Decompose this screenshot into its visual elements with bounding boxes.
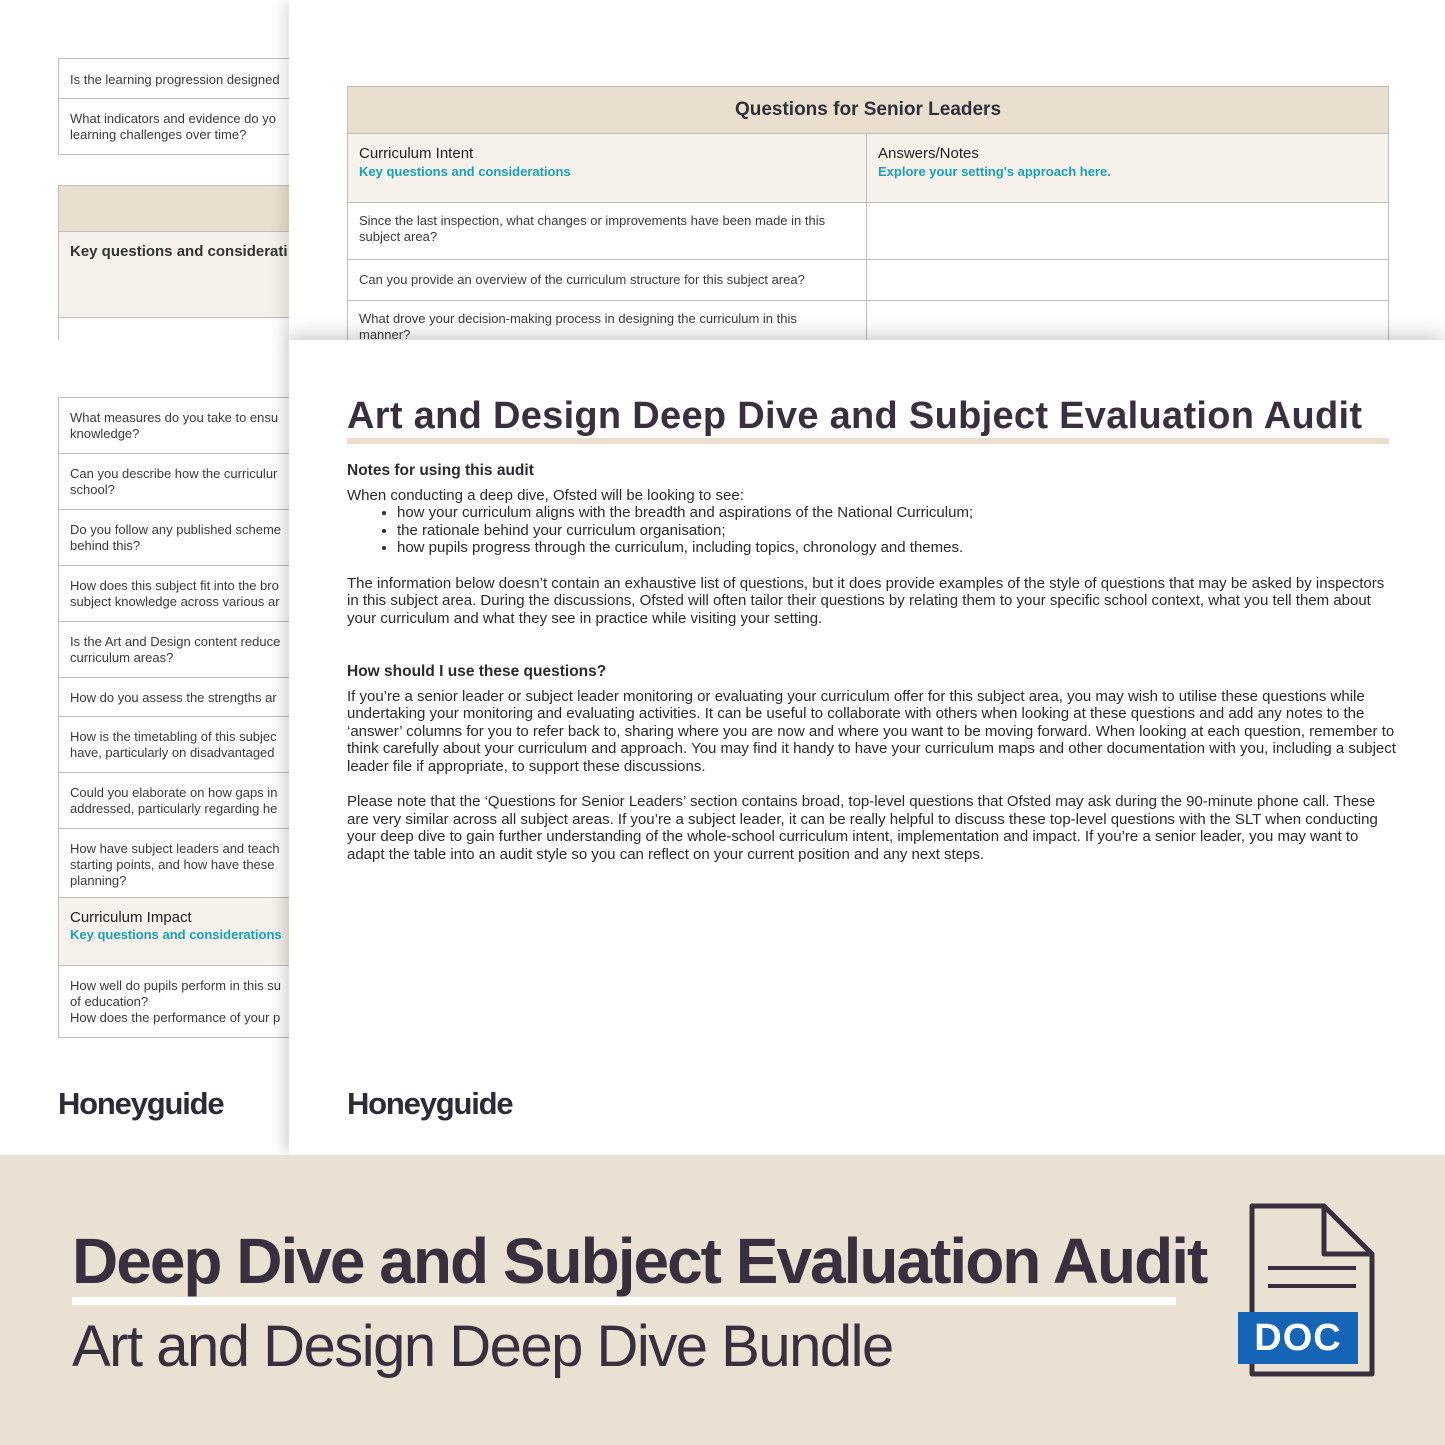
question-text: Can you provide an overview of the curriculum structure for this subject area?: [359, 272, 805, 287]
notes-heading: Notes for using this audit: [347, 462, 534, 479]
row-text: curriculum areas?: [70, 650, 174, 665]
table-row: [58, 716, 289, 773]
row-text: school?: [70, 482, 115, 497]
impact-header: [58, 897, 289, 966]
column-subtitle: Explore your setting's approach here.: [878, 164, 1111, 179]
row-text: subject knowledge across various ar: [70, 594, 280, 609]
bullet-item: • how pupils progress through the curriculum, including topics, chronology and themes.: [397, 539, 1397, 557]
table-row: [58, 453, 289, 510]
notes-intro: When conducting a deep dive, Ofsted will be looking to see:: [347, 486, 744, 504]
notes-paragraph: The information below doesn’t contain an exhaustive list of questions, but it does provide examples of the style of questions that may be asked by inspectors in this subject area. During the discussions, Ofsted will often tailor their questions by relating them to your specific school context, what you tell them about your curriculum and what they see in practice while visiting your setting.: [347, 574, 1385, 627]
question-cell: [348, 260, 867, 300]
notes-bullet-list: [347, 504, 1397, 557]
row-text: Is the learning progression designed: [70, 72, 280, 87]
banner-subtitle: Art and Design Deep Dive Bundle: [72, 1314, 893, 1379]
use-paragraph-2: Please note that the ‘Questions for Senior Leaders’ section contains broad, top-level questions that Ofsted may ask during the 90-minute phone call. These are very similar across all subject areas. If you’re a subject leader, it can be really helpful to discuss these top-level questions with the SLT when conducting your deep dive to gain further understanding of the whole-school curriculum intent, implementation and impact. If you’re a senior leader, you may want to adapt the table into an audit style so you can reflect on your current position and any next steps.: [347, 793, 1378, 863]
logo-text: Honeyguide: [58, 1086, 224, 1121]
answer-cell[interactable]: [867, 203, 1388, 259]
table-header: [58, 185, 289, 232]
row-text: Do you follow any published scheme: [70, 522, 282, 537]
row-text: have, particularly on disadvantaged: [70, 745, 275, 760]
title-underline: [347, 438, 1389, 444]
row-text: addressed, particularly regarding he: [70, 801, 278, 816]
column-title: Curriculum Intent: [359, 145, 474, 162]
doc-format-badge: DOC: [1238, 1312, 1358, 1364]
table-row: [58, 98, 289, 155]
header-cell-intent: [348, 134, 867, 202]
row-text: learning challenges over time?: [70, 127, 247, 142]
row-text: How well do pupils perform in this su: [70, 978, 281, 993]
question-text: manner?: [359, 327, 411, 340]
bullet-item: • how your curriculum aligns with the breadth and aspirations of the National Curriculum;: [397, 504, 1397, 522]
document-body: [347, 462, 1397, 863]
column-subtitle: Key questions and considerations: [359, 164, 571, 179]
table-row: [58, 677, 289, 717]
table-row: [58, 828, 289, 898]
logo-text: Honeyguide: [347, 1086, 513, 1121]
row-text: knowledge?: [70, 426, 140, 441]
senior-leaders-table: [347, 86, 1389, 340]
answer-cell[interactable]: [867, 301, 1388, 340]
row-text: What measures do you take to ensu: [70, 410, 279, 425]
bullet-item: • the rationale behind your curriculum organisation;: [397, 522, 1397, 540]
question-cell: [348, 203, 867, 259]
question-text: What drove your decision-making process in designing the curriculum in this: [359, 311, 797, 326]
row-text: How does the performance of your p: [70, 1010, 281, 1025]
row-text: How does this subject fit into the bro: [70, 578, 279, 593]
row-text: starting points, and how have these: [70, 857, 275, 872]
banner-title: Deep Dive and Subject Evaluation Audit: [72, 1225, 1207, 1297]
question-cell: [348, 301, 867, 340]
honeyguide-logo: [347, 1086, 512, 1122]
row-text: of education?: [70, 994, 149, 1009]
table-row: [58, 317, 289, 340]
table-row: [58, 509, 289, 566]
impact-subtitle: Key questions and considerations: [70, 927, 282, 942]
table-row: [58, 621, 289, 678]
row-text: planning?: [70, 873, 127, 888]
question-text: subject area?: [359, 229, 438, 244]
table-row: [58, 397, 289, 454]
row-text: What indicators and evidence do yo: [70, 111, 276, 126]
table-title: Questions for Senior Leaders: [348, 87, 1388, 134]
row-text: Is the Art and Design content reduce: [70, 634, 281, 649]
header-cell-answers: [867, 134, 1388, 202]
background-page-top-left: [0, 0, 289, 340]
table-row: [348, 260, 1388, 301]
column-title: Answers/Notes: [878, 145, 979, 162]
impact-title: Curriculum Impact: [70, 909, 192, 926]
table-row: [58, 58, 289, 99]
table-row: [58, 565, 289, 622]
answer-cell[interactable]: [867, 260, 1388, 300]
row-text: How have subject leaders and teach: [70, 841, 280, 856]
use-heading: How should I use these questions?: [347, 663, 607, 680]
question-text: Since the last inspection, what changes or improvements have been made in this: [359, 213, 826, 228]
table-row: [58, 965, 289, 1038]
row-text: How do you assess the strengths ar: [70, 690, 277, 705]
senior-leaders-page: [289, 0, 1445, 340]
banner-divider: [72, 1297, 1176, 1305]
document-icon: [1238, 1202, 1378, 1382]
table-row: [58, 772, 289, 829]
row-text: Could you elaborate on how gaps in: [70, 785, 278, 800]
key-questions-label: Key questions and considerati: [70, 243, 288, 260]
table-row: [348, 203, 1388, 260]
honeyguide-logo-left: [58, 1086, 223, 1122]
table-header-row: [348, 134, 1388, 203]
row-text: behind this?: [70, 538, 141, 553]
row-text: Can you describe how the curriculur: [70, 466, 278, 481]
use-paragraph-1: If you’re a senior leader or subject leader monitoring or evaluating your curriculum offer for this subject area, you may wish to utilise these questions while undertaking your monitoring and evaluating activities. It can be useful to collaborate with others when looking at these questions and add any notes to the ‘answer’ columns for you to refer back to, sharing where you are now and where you want to be moving forward. When looking at each question, remember to think carefully about your curriculum and approach. You may find it handy to have your curriculum maps and other documentation with you, including a subject leader file if appropriate, to support these discussions.: [347, 687, 1396, 775]
product-banner: [0, 1155, 1445, 1445]
document-title: Art and Design Deep Dive and Subject Evaluation Audit: [347, 395, 1363, 437]
main-document-page: [289, 340, 1445, 1155]
table-row: [348, 301, 1388, 340]
table-subheader: [58, 231, 289, 318]
background-page-bottom-left: [0, 340, 289, 1155]
row-text: How is the timetabling of this subjec: [70, 729, 277, 744]
